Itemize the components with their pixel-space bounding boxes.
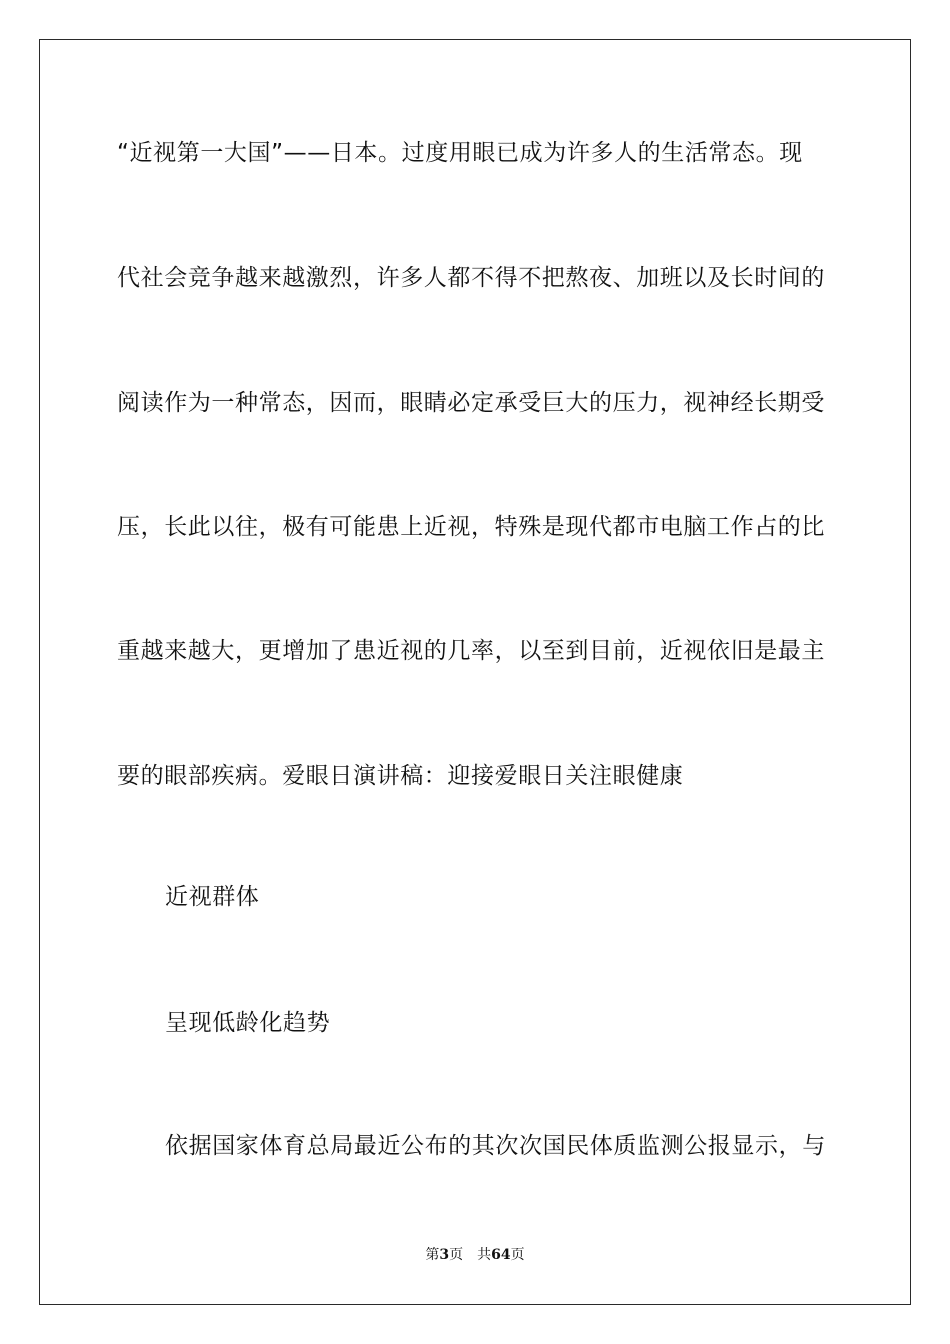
- section-subheading: 呈现低龄化趋势: [165, 1010, 331, 1036]
- paragraph-line: 阅读作为一种常态，因而，眼睛必定承受巨大的压力，视神经长期受: [117, 390, 825, 416]
- section-heading: 近视群体: [165, 884, 260, 910]
- total-label-suffix: 页: [510, 1247, 525, 1263]
- page-label-suffix: 页: [449, 1247, 464, 1263]
- page-footer: [40, 1245, 910, 1265]
- page-number: 3: [439, 1247, 450, 1263]
- paragraph-line: 重越来越大，更增加了患近视的几率，以至到目前，近视依旧是最主: [117, 638, 825, 664]
- page-label-prefix: 第: [425, 1247, 440, 1263]
- total-pages: 64: [491, 1247, 511, 1263]
- paragraph-line: 代社会竞争越来越激烈，许多人都不得不把熬夜、加班以及长时间的: [117, 265, 825, 291]
- paragraph-line: 依据国家体育总局最近公布的其次次国民体质监测公报显示，与: [165, 1133, 826, 1159]
- document-page: [39, 39, 911, 1305]
- paragraph-line: 压，长此以往，极有可能患上近视，特殊是现代都市电脑工作占的比: [117, 514, 825, 540]
- paragraph-line: “近视第一大国”——日本。过度用眼已成为许多人的生活常态。现: [117, 140, 803, 166]
- total-label-prefix: 共: [477, 1247, 492, 1263]
- paragraph-line: 要的眼部疾病。爱眼日演讲稿：迎接爱眼日关注眼健康: [117, 763, 684, 789]
